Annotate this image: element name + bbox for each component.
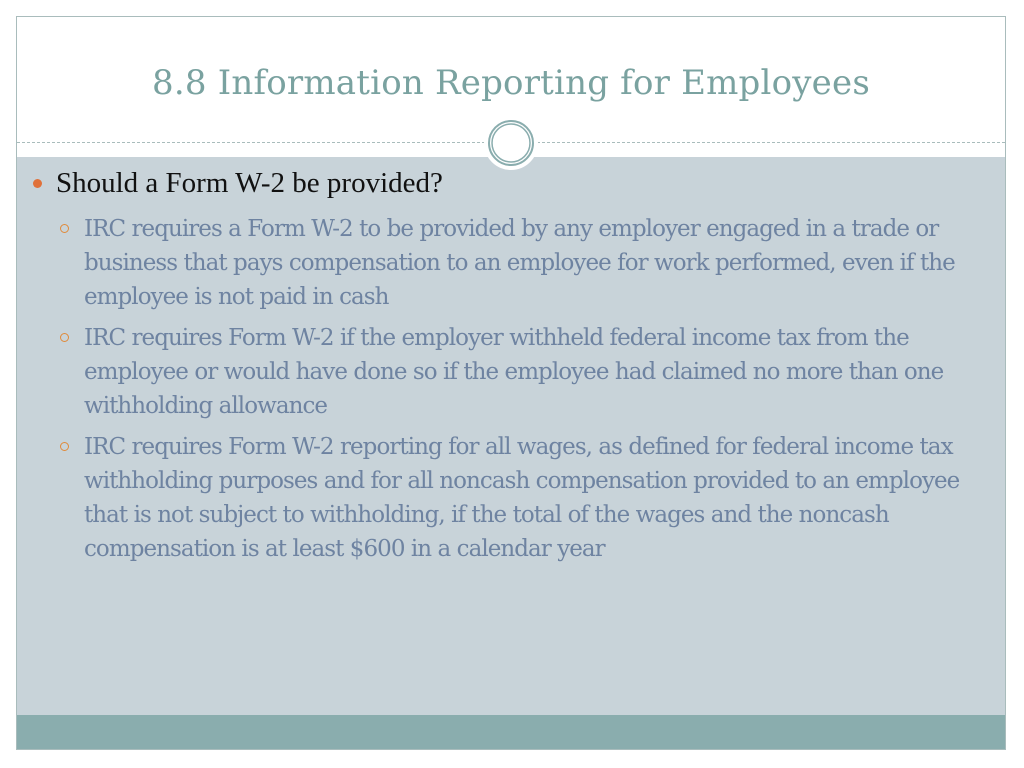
sub-bullet-text: IRC requires Form W-2 reporting for all wages, as defined for federal income tax withholding purposes and for all noncash compensation provided to an employee that is not subject to withholding, if the total of the wages and the noncash compensation is at least $600 in a calendar year <box>84 434 960 562</box>
main-bullet <box>33 164 1006 200</box>
sub-bullet-item <box>60 430 992 566</box>
slide-title: 8.8 Information Reporting for Employees <box>152 63 870 103</box>
sub-bullet-item <box>60 212 992 314</box>
main-bullet-text: Should a Form W-2 be provided? <box>56 167 443 199</box>
hollow-circle-bullet-icon <box>60 442 69 451</box>
footer-band <box>17 715 1005 750</box>
sub-bullet-item <box>60 321 992 423</box>
sub-bullet-list <box>60 212 992 573</box>
sub-bullet-text: IRC requires Form W-2 if the employer withheld federal income tax from the employee or would have done so if the employee had claimed no more than one withholding allowance <box>84 325 944 419</box>
hollow-circle-bullet-icon <box>60 333 69 342</box>
hollow-circle-bullet-icon <box>60 224 69 233</box>
filled-circle-bullet-icon <box>33 179 42 188</box>
sub-bullet-text: IRC requires a Form W-2 to be provided by any employer engaged in a trade or business that pays compensation to an employee for work performed, even if the employee is not paid in cash <box>84 216 955 310</box>
